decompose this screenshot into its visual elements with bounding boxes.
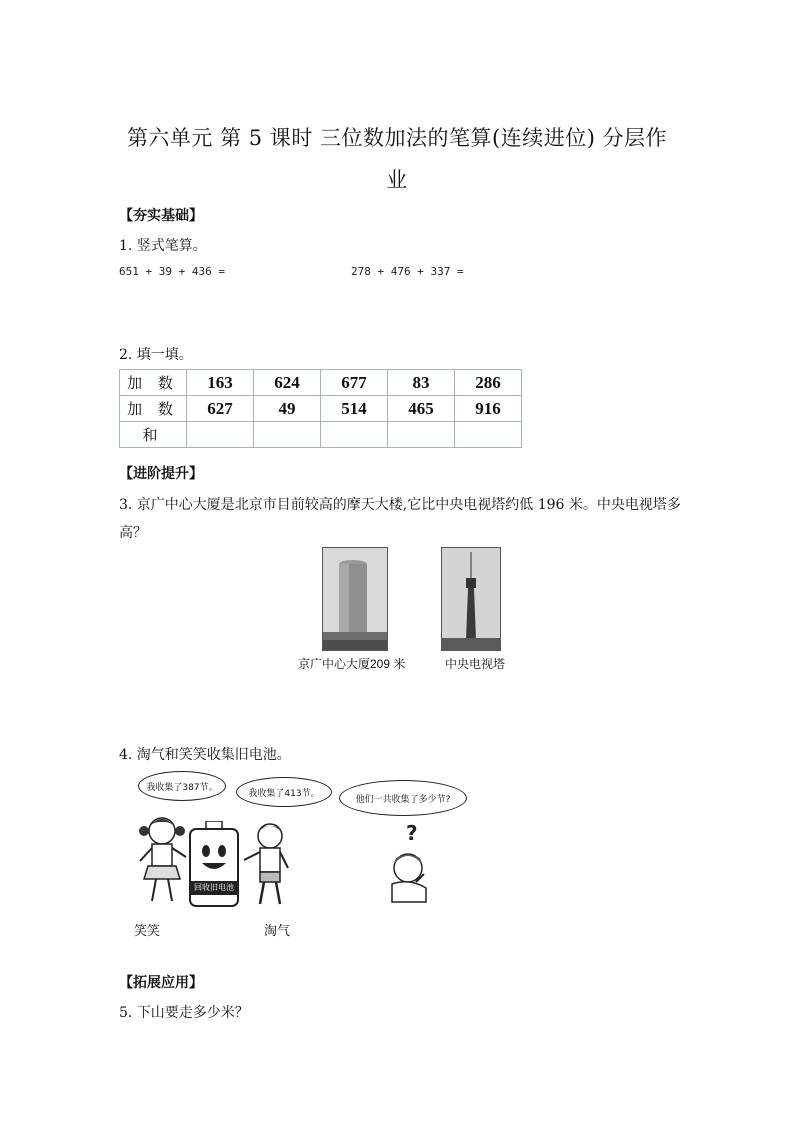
jingguang-center-photo <box>322 547 388 651</box>
table-cell: 163 <box>187 370 254 396</box>
table-cell: 916 <box>455 396 522 422</box>
answer-cell[interactable] <box>321 422 388 448</box>
question-1: 1. 竖式笔算。 <box>119 238 207 254</box>
battery-bin-label: 回收旧电池 <box>194 883 234 892</box>
q1-expression-2: 278 + 476 + 337 = <box>351 265 464 278</box>
speech-bubble-taoqi: 我收集了413节。 <box>236 777 332 807</box>
page-title-continued: 业 <box>386 168 408 192</box>
answer-cell[interactable] <box>455 422 522 448</box>
question-3-line1: 3. 京广中心大厦是北京市目前较高的摩天大楼,它比中央电视塔约低 196 米。中央电视塔多 <box>119 497 681 513</box>
name-xiaoxiao: 笑笑 <box>134 923 161 938</box>
table-cell: 677 <box>321 370 388 396</box>
table-row <box>120 396 522 422</box>
page-title: 第六单元 第 5 课时 三位数加法的笔算(连续进位) 分层作 <box>126 126 668 150</box>
table-cell: 514 <box>321 396 388 422</box>
table-cell: 627 <box>187 396 254 422</box>
speech-bubble-question: 他们一共收集了多少节? <box>339 780 467 816</box>
battery-recycle-bin <box>188 821 240 908</box>
section-basic-heading: 【夯实基础】 <box>119 208 203 224</box>
boy-taoqi-illustration <box>240 820 292 908</box>
section-advance-heading: 【进阶提升】 <box>119 466 203 482</box>
girl-xiaoxiao-illustration <box>134 813 190 908</box>
addition-table <box>119 369 522 448</box>
table-cell: 624 <box>254 370 321 396</box>
table-cell: 286 <box>455 370 522 396</box>
answer-cell[interactable] <box>254 422 321 448</box>
row-label: 和 <box>120 422 187 448</box>
table-cell: 49 <box>254 396 321 422</box>
row-label: 加 数 <box>120 370 187 396</box>
table-cell: 465 <box>388 396 455 422</box>
cctv-tower-photo <box>441 547 501 651</box>
table-cell: 83 <box>388 370 455 396</box>
row-label: 加 数 <box>120 396 187 422</box>
thinking-child-illustration <box>386 822 436 906</box>
svg-text:?: ? <box>406 822 418 845</box>
answer-cell[interactable] <box>388 422 455 448</box>
question-5: 5. 下山要走多少米？ <box>119 1005 249 1021</box>
name-taoqi: 淘气 <box>264 923 291 938</box>
q1-expression-1: 651 + 39 + 436 = <box>119 265 225 278</box>
question-2: 2. 填一填。 <box>119 347 193 363</box>
section-extend-heading: 【拓展应用】 <box>119 975 203 991</box>
table-row <box>120 422 522 448</box>
photo-caption-jingguang: 京广中心大厦209 米 <box>298 657 406 671</box>
question-3-line2: 高？ <box>119 525 147 541</box>
answer-cell[interactable] <box>187 422 254 448</box>
question-4: 4. 淘气和笑笑收集旧电池。 <box>119 747 291 763</box>
speech-bubble-xiaoxiao: 我收集了387节。 <box>138 771 226 801</box>
photo-caption-cctv-tower: 中央电视塔 <box>445 657 506 671</box>
table-row <box>120 370 522 396</box>
